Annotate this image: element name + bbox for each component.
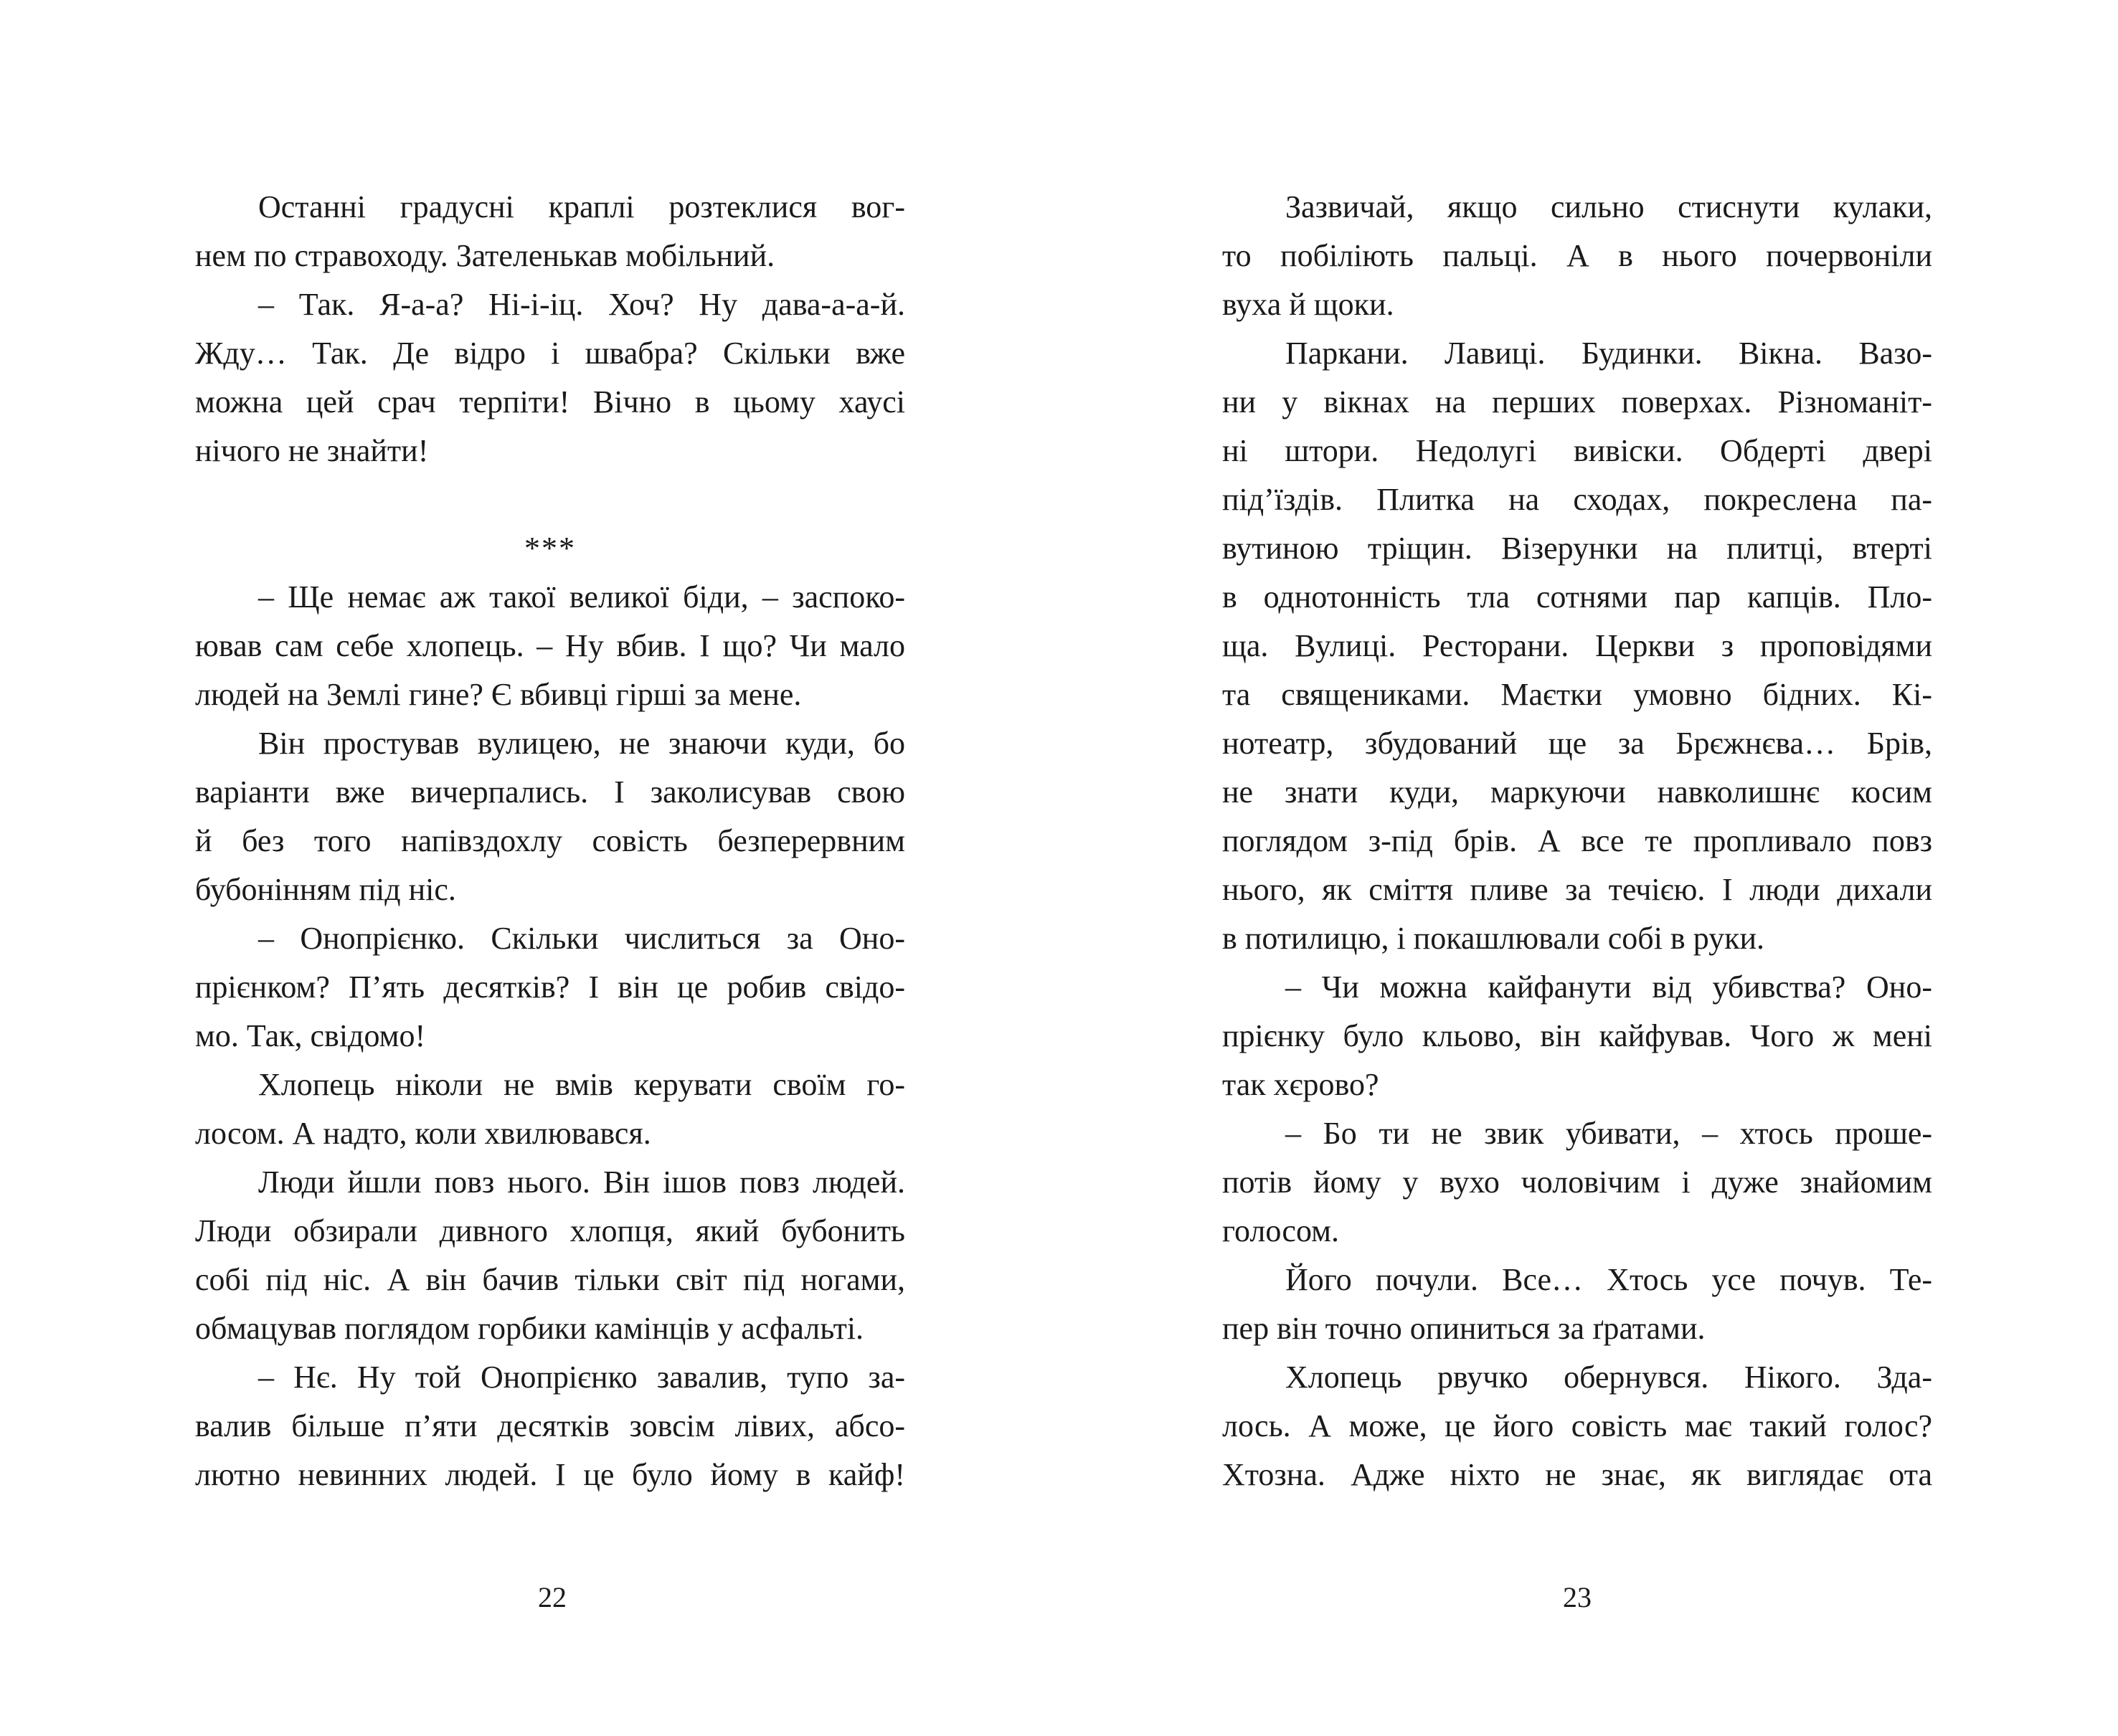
text-line: нього, як сміття пливе за течією. І люди дихали <box>1222 872 1932 907</box>
paragraph <box>1222 1353 1932 1499</box>
paragraph <box>1222 1109 1932 1256</box>
text-line: Паркани. Лавиці. Будинки. Вікна. Вазо- <box>1285 336 1932 371</box>
text-line: Він простував вулицею, не знаючи куди, бо <box>258 726 905 761</box>
text-line: прієнком? П’ять десятків? І він це робив свідо- <box>195 969 905 1005</box>
right-page-number: 23 <box>1563 1581 1592 1613</box>
text-line: не знати куди, маркуючи навколишнє косим <box>1222 774 1932 810</box>
text-line: ни у вікнах на перших поверхах. Різноманіт- <box>1222 384 1932 419</box>
text-line: Хлопець рвучко обернувся. Нікого. Зда- <box>1285 1360 1932 1395</box>
text-line: вутиною тріщин. Візерунки на плитці, втерті <box>1222 531 1932 566</box>
text-line: нотеатр, збудований ще за Брєжнєва… Брів, <box>1222 726 1932 761</box>
text-line: лось. А може, це його совість має такий голос? <box>1222 1408 1932 1443</box>
text-line: людей на Землі гине? Є вбивці гірші за мене. <box>195 677 802 712</box>
text-line: – Так. Я-а-а? Ні-і-іц. Хоч? Ну дава-а-а-й. <box>258 287 905 322</box>
text-line: – Ще немає аж такої великої біди, – заспоко- <box>258 579 905 615</box>
section-separator: *** <box>524 531 576 566</box>
text-line: ні штори. Недолугі вивіски. Обдерті двері <box>1222 433 1932 468</box>
text-line: можна цей срач терпіти! Вічно в цьому хаусі <box>195 384 905 419</box>
paragraph <box>195 914 905 1061</box>
paragraph <box>195 183 905 280</box>
text-line: в потилицю, і покашлювали собі в руки. <box>1222 921 1765 956</box>
text-line: пер він точно опиниться за ґратами. <box>1222 1311 1706 1346</box>
text-line: так хєрово? <box>1222 1067 1379 1102</box>
text-line: прієнку було кльово, він кайфував. Чого ж мені <box>1222 1018 1932 1053</box>
paragraph <box>1222 329 1932 963</box>
text-line: нем по стравоходу. Зателенькав мобільний. <box>195 238 775 273</box>
text-line: Останні градусні краплі розтеклися вог- <box>258 189 905 224</box>
text-line: Його почули. Все… Хтось усе почув. Те- <box>1285 1262 1932 1297</box>
text-line: валив більше п’яти десятків зовсім лівих, абсо- <box>195 1408 905 1443</box>
text-line: обмацував поглядом горбики камінців у асфальті. <box>195 1311 864 1346</box>
text-line: варіанти вже вичерпались. І заколисував свою <box>195 774 905 810</box>
paragraph <box>195 1158 905 1353</box>
paragraph <box>195 1061 905 1158</box>
text-line: й без того напівздохлу совість безперервним <box>195 823 905 858</box>
text-line: то побіліють пальці. А в нього почервоніли <box>1222 238 1932 273</box>
text-line: Хтозна. Адже ніхто не знає, як виглядає ота <box>1222 1457 1932 1492</box>
text-line: потів йому у вухо чоловічим і дуже знайомим <box>1222 1165 1932 1200</box>
text-line: мо. Так, свідомо! <box>195 1018 426 1053</box>
text-line: в однотонність тла сотнями пар капців. Пло- <box>1222 579 1932 615</box>
right-page <box>1059 0 2118 1736</box>
left-page-text <box>195 183 905 1499</box>
paragraph <box>1222 963 1932 1109</box>
paragraph <box>195 280 905 475</box>
paragraph <box>195 1353 905 1499</box>
text-line: собі під ніс. А він бачив тільки світ під ногами, <box>195 1262 905 1297</box>
text-line: – Онопрієнко. Скільки числиться за Оно- <box>258 921 905 956</box>
text-line: поглядом з-під брів. А все те пропливало повз <box>1222 823 1932 858</box>
text-line: та священиками. Маєтки умовно бідних. Кі- <box>1222 677 1932 712</box>
text-line: під’їздів. Плитка на сходах, покреслена па- <box>1222 482 1932 517</box>
text-line: голосом. <box>1222 1213 1339 1248</box>
paragraph <box>1222 183 1932 329</box>
text-line: вуха й щоки. <box>1222 287 1394 322</box>
paragraph <box>1222 1256 1932 1353</box>
text-line: Жду… Так. Де відро і швабра? Скільки вже <box>195 336 905 371</box>
text-line: Люди йшли повз нього. Він ішов повз людей. <box>258 1165 905 1200</box>
text-line: – Чи можна кайфанути від убивства? Оно- <box>1285 969 1932 1005</box>
right-page-text <box>1222 183 1932 1499</box>
paragraph <box>195 573 905 719</box>
text-line: ща. Вулиці. Ресторани. Церкви з проповідями <box>1222 628 1932 663</box>
text-line: ював сам себе хлопець. – Ну вбив. І що? Чи мало <box>195 628 905 663</box>
text-line: – Нє. Ну той Онопрієнко завалив, тупо за- <box>258 1360 905 1395</box>
text-line: Люди обзирали дивного хлопця, який бубонить <box>195 1213 905 1248</box>
text-line: лосом. А надто, коли хвилювався. <box>195 1116 651 1151</box>
text-line: нічого не знайти! <box>195 433 429 468</box>
text-line: Хлопець ніколи не вмів керувати своїм го- <box>258 1067 905 1102</box>
left-page-number: 22 <box>538 1581 567 1613</box>
text-line: Зазвичай, якщо сильно стиснути кулаки, <box>1285 189 1932 224</box>
paragraph <box>195 719 905 914</box>
text-line: – Бо ти не звик убивати, – хтось проше- <box>1285 1116 1932 1151</box>
text-line: бубонінням під ніс. <box>195 872 456 907</box>
text-line: лютно невинних людей. І це було йому в кайф! <box>195 1457 905 1492</box>
